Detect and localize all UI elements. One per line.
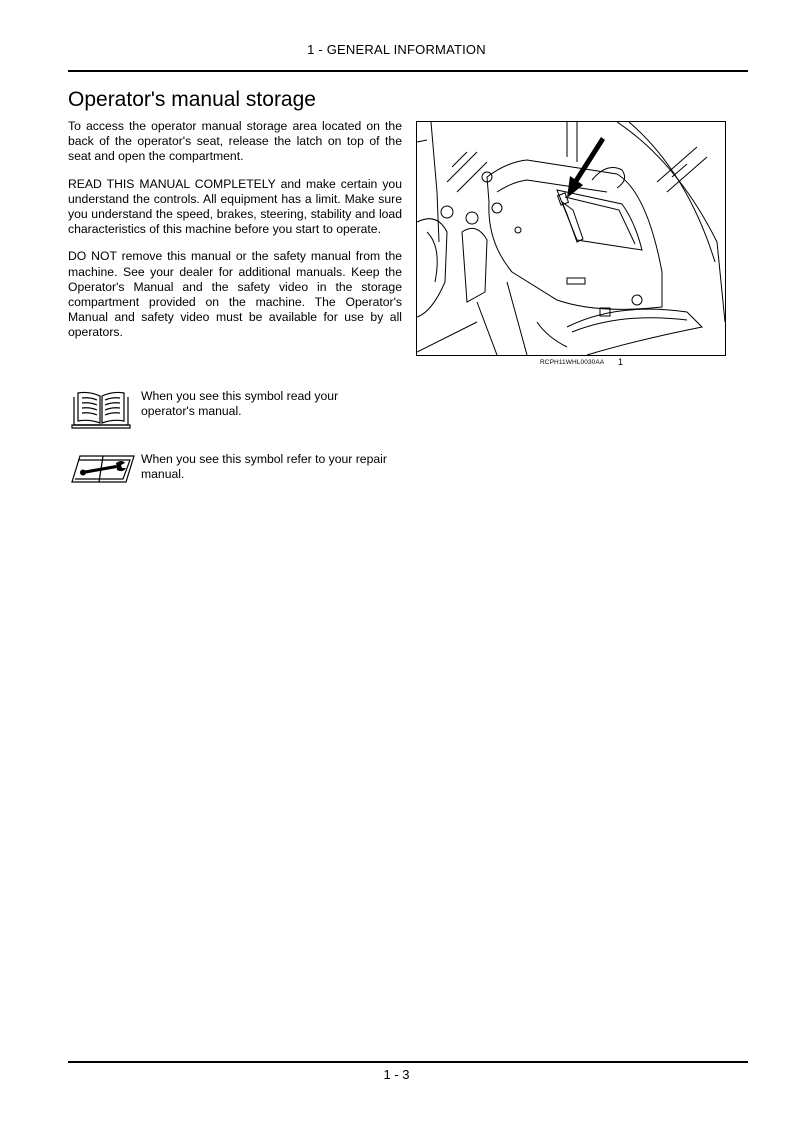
operators-manual-book-icon bbox=[70, 389, 132, 429]
paragraph-read-manual: READ THIS MANUAL COMPLETELY and make certain you understand the controls. All equipment has a limit. Make sure you understand the speed, brakes, steering, stability and load characteristics of this machine before you start to operate. bbox=[68, 176, 402, 237]
symbol-row-operators-manual bbox=[70, 389, 390, 439]
page-header-title: 1 - GENERAL INFORMATION bbox=[307, 42, 486, 57]
repair-manual-wrench-icon bbox=[70, 452, 136, 486]
page-number: 1 - 3 bbox=[383, 1067, 410, 1082]
paragraph-do-not-remove: DO NOT remove this manual or the safety manual from the machine. See your dealer for additional manuals. Keep the Operator's Manual and the safety video in the storage compartment provided on the machine. The Operator's Manual and safety video must be available for use by all operators. bbox=[68, 249, 402, 340]
symbol-text-repair-manual: When you see this symbol refer to your repair manual. bbox=[141, 452, 387, 482]
footer-divider bbox=[68, 1061, 748, 1063]
figure-reference-code: RCPH11WHL0030AA bbox=[540, 359, 605, 366]
symbol-row-repair-manual bbox=[70, 452, 390, 502]
symbol-text-operators-manual: When you see this symbol read your operator's manual. bbox=[141, 389, 339, 419]
seat-illustration-drawing bbox=[417, 122, 725, 355]
figure-number: 1 bbox=[618, 357, 624, 367]
body-text-column bbox=[68, 119, 402, 353]
header-divider bbox=[68, 70, 748, 72]
seat-storage-illustration bbox=[416, 121, 726, 356]
section-title: Operator's manual storage bbox=[68, 88, 316, 111]
paragraph-access: To access the operator manual storage area located on the back of the operator's seat, release the latch on top of the seat and open the compartment. bbox=[68, 119, 402, 164]
